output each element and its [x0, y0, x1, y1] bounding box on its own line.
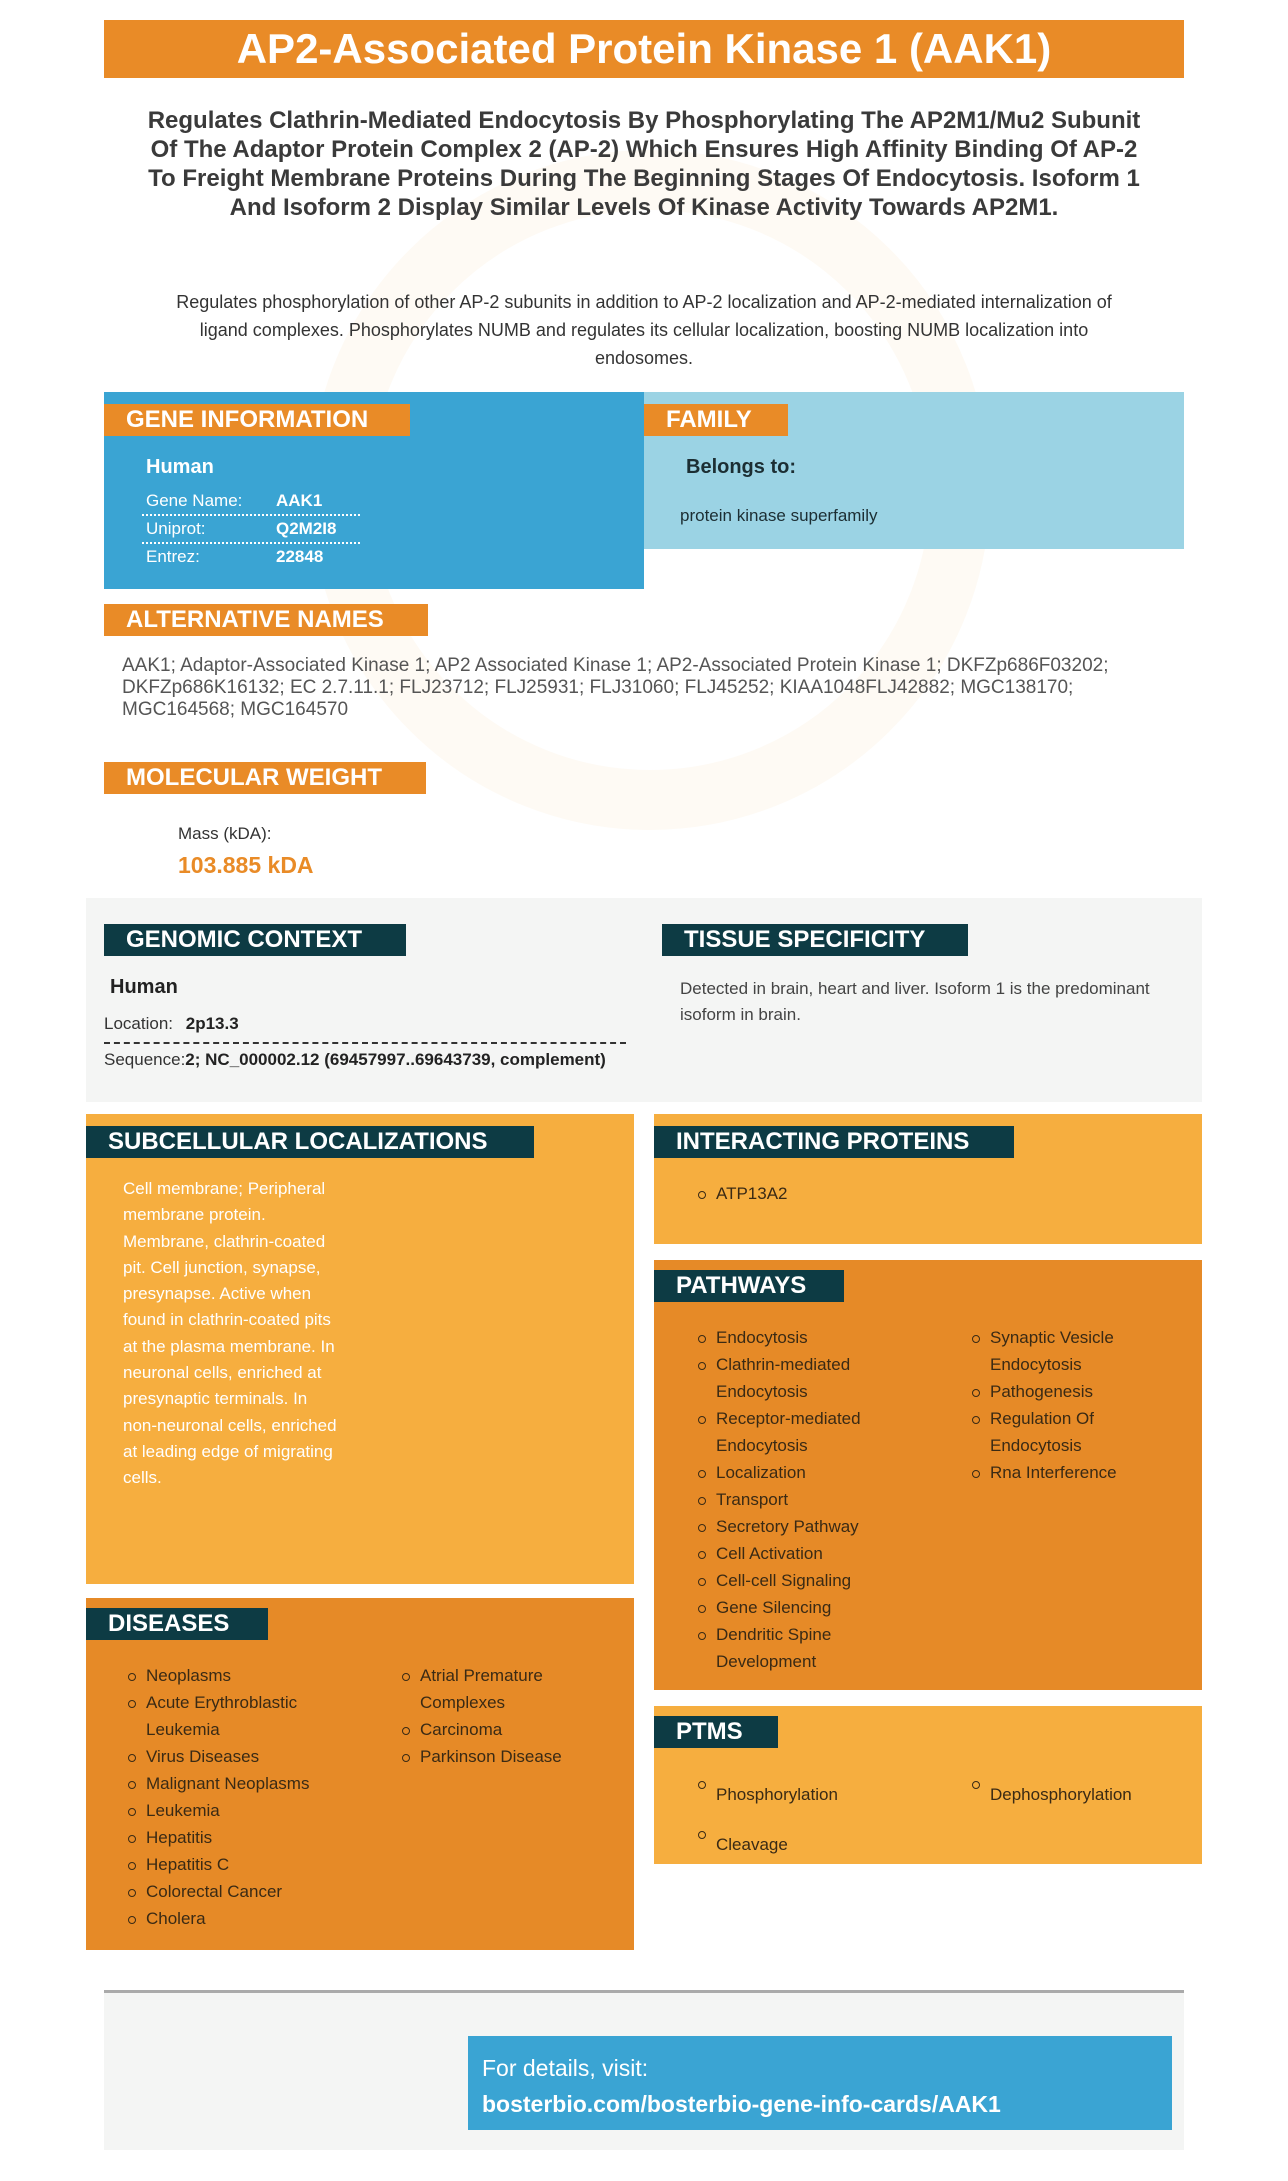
alternative-names-text: AAK1; Adaptor-Associated Kinase 1; AP2 Associated Kinase 1; AP2-Associated Protein Kinase 1; DKFZp686F03202; DKFZp686K16132; EC 2.7.11.1; FLJ23712; FLJ25931; FLJ31060; FLJ45252; KIAA1048FLJ42882; MGC138170; MGC164568; MGC164570: [122, 655, 1109, 720]
pathway-item: Receptor-mediated Endocytosis: [696, 1405, 886, 1459]
subcellular-text: Cell membrane; Peripheral membrane protein. Membrane, clathrin-coated pit. Cell junction, synapse, presynapse. Active when found in clathrin-coated pits at the plasma membrane. In neuronal cells, enriched at presynaptic terminals. In non-neuronal cells, enriched at leading edge of migrating cells.: [123, 1179, 337, 1488]
disease-item: Cholera: [126, 1905, 358, 1932]
pathways-heading: PATHWAYS: [654, 1270, 844, 1302]
pathway-item: Clathrin-mediated Endocytosis: [696, 1351, 886, 1405]
gene-information-panel: [104, 392, 644, 589]
details-url[interactable]: bosterbio.com/bosterbio-gene-info-cards/AAK1: [482, 2091, 1001, 2117]
pathway-item: Gene Silencing: [696, 1594, 886, 1621]
pathways-list-col1: [696, 1324, 886, 1675]
entrez-label: Entrez:: [146, 547, 200, 566]
function-headline: Regulates Clathrin-Mediated Endocytosis By Phosphorylating The AP2M1/Mu2 Subunit Of The Adaptor Protein Complex 2 (AP-2) Which Ensures High Affinity Binding Of AP-2 To Freight Membrane Proteins During The Beginning Stages Of Endocytosis. Isoform 1 And Isoform 2 Display Similar Levels Of Kinase Activity Towards AP2M1.: [147, 107, 1141, 221]
gene-name-value: AAK1: [276, 491, 323, 510]
ptm-item: Dephosphorylation: [970, 1770, 1190, 1820]
alternative-names-heading: ALTERNATIVE NAMES: [104, 604, 428, 636]
interacting-proteins-list: [696, 1180, 996, 1207]
location-value: 2p13.3: [185, 1014, 239, 1033]
family-value: protein kinase superfamily: [680, 506, 878, 525]
details-link-box[interactable]: [468, 2036, 1172, 2130]
disease-item: Malignant Neoplasms: [126, 1770, 358, 1797]
function-description: Regulates phosphorylation of other AP-2 subunits in addition to AP-2 localization and AP-2-mediated internalization of ligand complexes. Phosphorylates NUMB and regulates its cellular localization, boosting NUMB localization into endosomes.: [176, 292, 1112, 368]
pathways-panel: [654, 1260, 1202, 1690]
gene-name-label: Gene Name:: [146, 491, 243, 510]
entrez-value: 22848: [276, 547, 324, 566]
interacting-protein-item: ATP13A2: [696, 1180, 996, 1207]
mass-label: Mass (kDA):: [178, 824, 272, 843]
subcellular-panel: [86, 1114, 634, 1584]
disease-item: Colorectal Cancer: [126, 1878, 358, 1905]
diseases-heading: DISEASES: [86, 1608, 268, 1640]
family-panel: [644, 392, 1184, 549]
disease-item: Carcinoma: [400, 1716, 600, 1743]
family-heading: FAMILY: [644, 404, 788, 436]
diseases-list-col2: [400, 1662, 600, 1770]
details-intro: For details, visit:: [482, 2055, 649, 2081]
pathways-list-col2: [970, 1324, 1160, 1486]
interacting-proteins-panel: [654, 1114, 1202, 1244]
disease-item: Hepatitis C: [126, 1851, 358, 1878]
pathway-item: Localization: [696, 1459, 886, 1486]
sequence-value: 2; NC_000002.12 (69457997..69643739, complement): [185, 1050, 606, 1069]
pathway-item: Secretory Pathway: [696, 1513, 886, 1540]
pathway-item: Synaptic Vesicle Endocytosis: [970, 1324, 1160, 1378]
pathway-item: Cell Activation: [696, 1540, 886, 1567]
diseases-list-col1: [126, 1662, 358, 1932]
tissue-specificity-text: Detected in brain, heart and liver. Isoform 1 is the predominant isoform in brain.: [680, 979, 1150, 1024]
uniprot-row: [142, 516, 360, 544]
page-title: AP2-Associated Protein Kinase 1 (AAK1): [104, 20, 1184, 78]
ptms-panel: [654, 1706, 1202, 1864]
gene-name-row: [142, 488, 360, 516]
disease-item: Acute Erythroblastic Leukemia: [126, 1689, 358, 1743]
pathway-item: Cell-cell Signaling: [696, 1567, 886, 1594]
pathway-item: Dendritic Spine Development: [696, 1621, 886, 1675]
disease-item: Neoplasms: [126, 1662, 358, 1689]
molecular-weight-heading: MOLECULAR WEIGHT: [104, 762, 426, 794]
ptms-heading: PTMS: [654, 1716, 778, 1748]
disease-item: Atrial Premature Complexes: [400, 1662, 600, 1716]
sequence-row: [104, 1048, 664, 1072]
interacting-proteins-heading: INTERACTING PROTEINS: [654, 1126, 1014, 1158]
tissue-specificity-heading: TISSUE SPECIFICITY: [662, 924, 968, 956]
gene-species: Human: [146, 456, 214, 478]
uniprot-label: Uniprot:: [146, 519, 206, 538]
ptms-list-col1: [696, 1770, 936, 1870]
gene-information-heading: GENE INFORMATION: [104, 404, 410, 436]
pathway-item: Transport: [696, 1486, 886, 1513]
location-row: [104, 1012, 626, 1044]
disease-item: Hepatitis: [126, 1824, 358, 1851]
pathway-item: Regulation Of Endocytosis: [970, 1405, 1160, 1459]
disease-item: Virus Diseases: [126, 1743, 358, 1770]
diseases-panel: [86, 1598, 634, 1950]
pathway-item: Endocytosis: [696, 1324, 886, 1351]
subcellular-heading: SUBCELLULAR LOCALIZATIONS: [86, 1126, 534, 1158]
ptms-list-col2: [970, 1770, 1190, 1820]
family-belongs-label: Belongs to:: [686, 456, 796, 478]
mass-value: 103.885 kDA: [178, 852, 314, 878]
disease-item: Leukemia: [126, 1797, 358, 1824]
genomic-context-heading: GENOMIC CONTEXT: [104, 924, 406, 956]
uniprot-value: Q2M2I8: [276, 519, 337, 538]
ptm-item: Phosphorylation: [696, 1770, 936, 1820]
disease-item: Parkinson Disease: [400, 1743, 600, 1770]
location-label: Location:: [104, 1014, 173, 1033]
genomic-species: Human: [110, 976, 178, 998]
entrez-row: [142, 544, 360, 572]
ptm-item: Cleavage: [696, 1820, 936, 1870]
pathway-item: Rna Interference: [970, 1459, 1160, 1486]
pathway-item: Pathogenesis: [970, 1378, 1160, 1405]
sequence-label: Sequence:: [104, 1050, 186, 1069]
